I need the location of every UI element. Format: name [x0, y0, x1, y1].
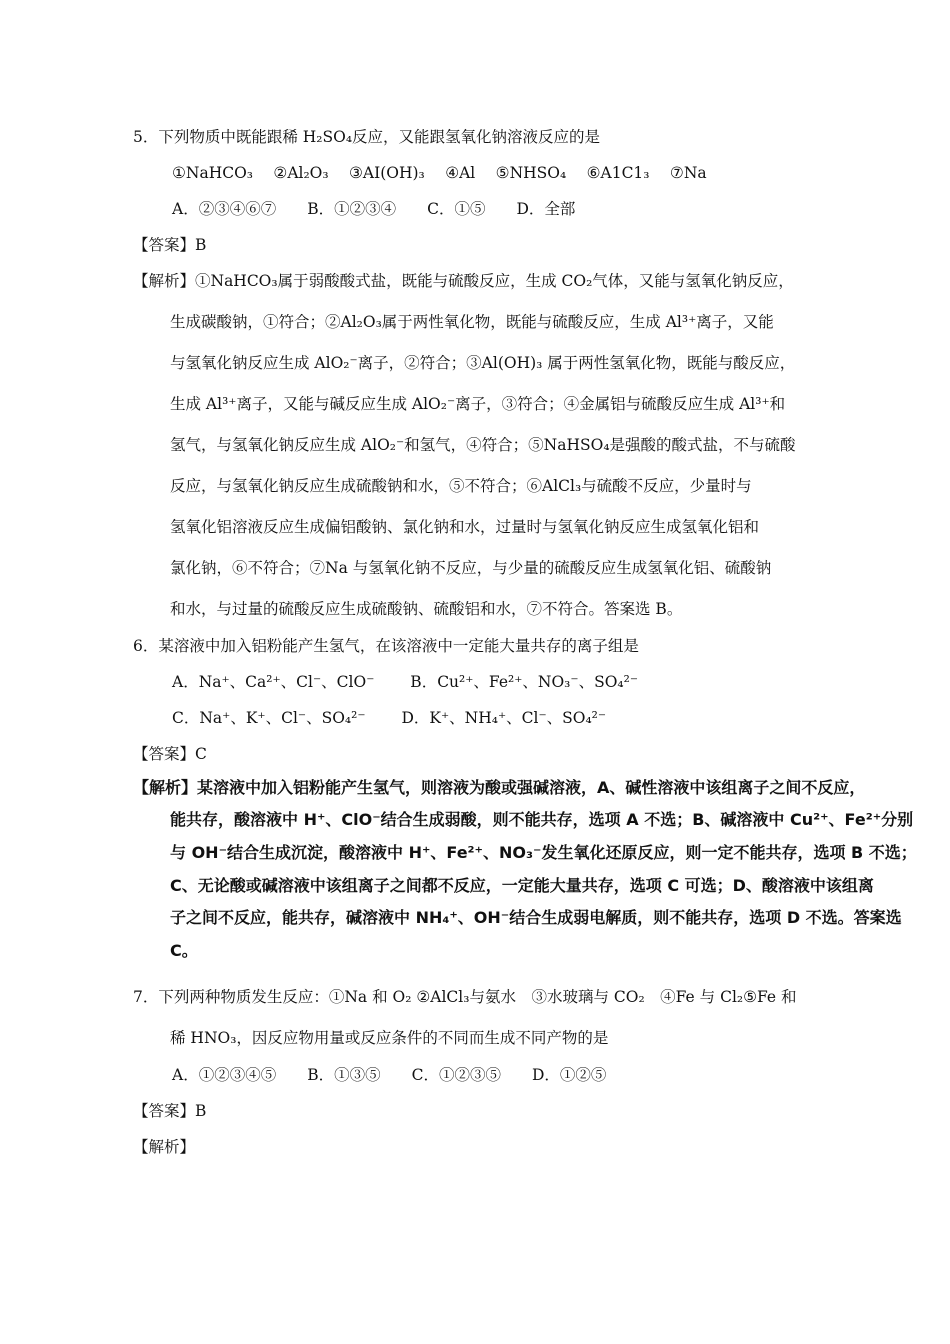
q5-analysis-line: 生成碳酸钠，①符合；②Al₂O₃属于两性氧化物，既能与硫酸反应，生成 Al³⁺离子，又能	[170, 313, 774, 331]
q6-analysis-line: C、无论酸或碱溶液中该组离子之间都不反应，一定能大量共存，选项 C 可选；D、酸溶液中该组离	[170, 876, 874, 895]
q7-analysis-label: 【解析】	[133, 1138, 196, 1156]
q6-analysis-line: 【解析】某溶液中加入铝粉能产生氢气，则溶液为酸或强碱溶液，A、碱性溶液中该组离子之间不反应，	[133, 778, 866, 797]
q6-analysis-line: C。	[170, 941, 198, 960]
q5-answer: 【答案】B	[133, 236, 207, 254]
q5-analysis-line: 氢气，与氢氧化钠反应生成 AlO₂⁻和氢气，④符合；⑤NaHSO₄是强酸的酸式盐，不与硫酸	[170, 436, 796, 454]
q5-analysis-line: 反应，与氢氧化钠反应生成硫酸钠和水，⑤不符合；⑥AlCl₃与硫酸不反应，少量时与	[170, 477, 752, 495]
q5-options: A．②③④⑥⑦ B．①②③④ C．①⑤ D．全部	[172, 200, 576, 218]
q7-answer: 【答案】B	[133, 1102, 207, 1120]
q7-stem-continued: 稀 HNO₃，因反应物用量或反应条件的不同而生成不同产物的是	[170, 1029, 609, 1047]
q5-items: ①NaHCO₃ ②Al₂O₃ ③AI(OH)₃ ④Al ⑤NHSO₄ ⑥A1C1₃ ⑦Na	[172, 164, 707, 182]
q6-analysis-line: 与 OH⁻结合生成沉淀，酸溶液中 H⁺、Fe²⁺、NO₃⁻发生氧化还原反应，则一定不能共存，选项 B 不选；	[170, 843, 917, 862]
q6-analysis-line: 能共存，酸溶液中 H⁺、ClO⁻结合生成弱酸，则不能共存，选项 A 不选；B、碱溶液中 Cu²⁺、Fe²⁺分别	[170, 810, 914, 829]
q5-analysis-line: 与氢氧化钠反应生成 AlO₂⁻离子，②符合；③Al(OH)₃ 属于两性氢氧化物，既能与酸反应，	[170, 354, 796, 372]
q5-analysis-line: 生成 Al³⁺离子，又能与碱反应生成 AlO₂⁻离子，③符合；④金属铝与硫酸反应生成 Al³⁺和	[170, 395, 786, 413]
q5-stem: 5．下列物质中既能跟稀 H₂SO₄反应，又能跟氢氧化钠溶液反应的是	[133, 128, 601, 146]
q6-stem: 6．某溶液中加入铝粉能产生氢气，在该溶液中一定能大量共存的离子组是	[133, 637, 639, 655]
q7-stem: 7．下列两种物质发生反应：①Na 和 O₂ ②AlCl₃与氨水 ③水玻璃与 CO₂ ④Fe 与 Cl₂⑤Fe 和	[133, 988, 797, 1006]
q7-options: A．①②③④⑤ B．①③⑤ C．①②③⑤ D．①②⑤	[172, 1066, 607, 1084]
q5-analysis-line: 氢氧化铝溶液反应生成偏铝酸钠、氯化钠和水，过量时与氢氧化钠反应生成氢氧化铝和	[170, 518, 760, 536]
q6-analysis-line: 子之间不反应，能共存，碱溶液中 NH₄⁺、OH⁻结合生成弱电解质，则不能共存，选项 D 不选。答案选	[170, 908, 902, 927]
q5-analysis-line: 【解析】①NaHCO₃属于弱酸酸式盐，既能与硫酸反应，生成 CO₂气体，又能与氢氧化钠反应，	[133, 272, 794, 290]
q5-analysis-line: 和水，与过量的硫酸反应生成硫酸钠、硫酸铝和水，⑦不符合。答案选 B。	[170, 600, 683, 618]
q6-options-cd: C．Na⁺、K⁺、Cl⁻、SO₄²⁻ D．K⁺、NH₄⁺、Cl⁻、SO₄²⁻	[172, 709, 607, 727]
q6-options-ab: A．Na⁺、Ca²⁺、Cl⁻、ClO⁻ B．Cu²⁺、Fe²⁺、NO₃⁻、SO₄²⁻	[172, 673, 639, 691]
q5-analysis-line: 氯化钠，⑥不符合；⑦Na 与氢氧化钠不反应，与少量的硫酸反应生成氢氧化铝、硫酸钠	[170, 559, 772, 577]
q6-answer: 【答案】C	[133, 745, 207, 763]
